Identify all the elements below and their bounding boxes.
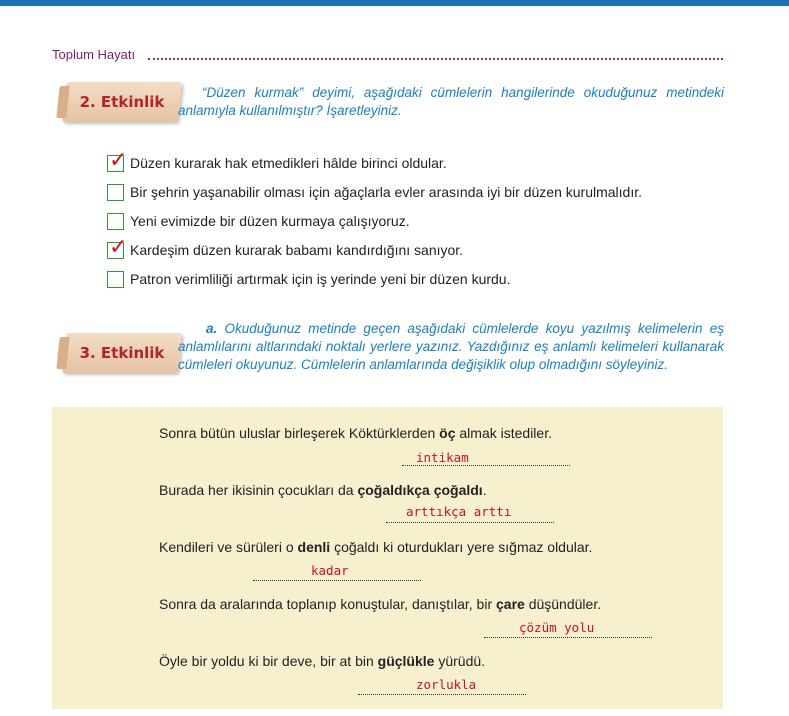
checkmark-icon: ✓	[109, 234, 128, 260]
sentence-text: .	[482, 482, 487, 498]
checklist-item-text: Bir şehrin yaşanabilir olması için ağaçlarla evler arasında iyi bir düzen kurulmalıdır.	[130, 184, 643, 200]
checklist-item-text: Patron verimliliği artırmak için iş yerinde yeni bir düzen kurdu.	[130, 271, 511, 287]
checklist-item[interactable]	[107, 268, 510, 290]
checkmark-icon: ✓	[109, 147, 128, 173]
activity3-badge-label: 3. Etkinlik	[79, 344, 165, 362]
sentence-text: Sonra da aralarında toplanıp konuştular, danıştılar, bir	[159, 596, 496, 612]
activity3-badge	[62, 333, 182, 373]
sentence-text: Kendileri ve sürüleri o	[159, 539, 298, 555]
activity3-instruction	[178, 320, 724, 374]
handwritten-answer: intikam	[416, 450, 469, 465]
bold-word: denli	[297, 539, 331, 555]
checklist-item[interactable]	[107, 234, 464, 261]
checklist-item[interactable]	[107, 147, 447, 174]
answer-dotted-line[interactable]	[484, 637, 652, 638]
checklist-item[interactable]	[107, 181, 642, 203]
sentence-text: Öyle bir yoldu ki bir deve, bir at bin	[159, 653, 378, 669]
checklist-item-text: Düzen kurarak hak etmedikleri hâlde birinci oldular.	[130, 155, 447, 171]
handwritten-answer: çözüm yolu	[519, 620, 595, 635]
bold-word: çoğaldıkça çoğaldı	[357, 482, 483, 498]
sentence-text: çoğaldı ki oturdukları yere sığmaz oldular.	[330, 539, 593, 555]
handwritten-answer: arttıkça arttı	[406, 504, 512, 519]
title-dotted-rule	[148, 58, 723, 60]
exercise-sentence	[159, 482, 487, 498]
checkbox[interactable]	[107, 271, 124, 288]
bold-word: öç	[439, 425, 456, 441]
checklist-item-text: Kardeşim düzen kurarak babamı kandırdığını sanıyor.	[130, 242, 464, 258]
exercise-sentence	[159, 425, 552, 441]
checkbox[interactable]	[107, 147, 128, 173]
section-title: Toplum Hayatı	[52, 47, 136, 62]
activity2-badge	[62, 82, 182, 122]
checkbox[interactable]	[107, 213, 124, 230]
exercise-sentence	[159, 653, 485, 669]
bold-word: güçlükle	[377, 653, 435, 669]
checkbox[interactable]	[107, 184, 124, 201]
top-border	[0, 0, 789, 6]
activity2-badge-label: 2. Etkinlik	[79, 93, 165, 111]
sentence-text: Sonra bütün uluslar birleşerek Köktürklerden	[159, 425, 440, 441]
sentence-text: Burada her ikisinin çocukları da	[159, 482, 358, 498]
checkbox[interactable]	[107, 234, 128, 260]
answer-dotted-line[interactable]	[358, 694, 526, 695]
sentence-text: düşündüler.	[524, 596, 602, 612]
bold-word: çare	[496, 596, 525, 612]
answer-dotted-line[interactable]	[253, 580, 421, 581]
activity2-instruction: “Düzen kurmak” deyimi, aşağıdaki cümlelerin hangilerinde okuduğunuz metindeki anlamıyla kullanılmıştır? İşaretleyiniz.	[178, 85, 724, 118]
handwritten-answer: zorlukla	[416, 677, 477, 692]
answer-dotted-line[interactable]	[402, 465, 570, 466]
handwritten-answer: kadar	[311, 563, 349, 578]
activity3-instruction-prefix: a.	[206, 321, 218, 336]
answer-dotted-line[interactable]	[386, 522, 554, 523]
checklist-item-text: Yeni evimizde bir düzen kurmaya çalışıyoruz.	[130, 213, 410, 229]
sentence-text: yürüdü.	[434, 653, 486, 669]
exercise-sentence	[159, 596, 601, 612]
exercise-sentence	[159, 539, 592, 555]
activity3-instruction-text: Okuduğunuz metinde geçen aşağıdaki cümlelerde koyu yazılmış kelimelerin eş anlamlılarını altlarındaki noktalı yerlere yazınız. Yazdığınız eş anlamlı kelimeleri kullanarak cümleleri okuyunuz. Cümlelerin anlamlarında değişiklik olup olmadığını söyleyiniz.	[178, 321, 724, 372]
checklist-item[interactable]	[107, 210, 410, 232]
sentence-text: almak istediler.	[455, 425, 552, 441]
